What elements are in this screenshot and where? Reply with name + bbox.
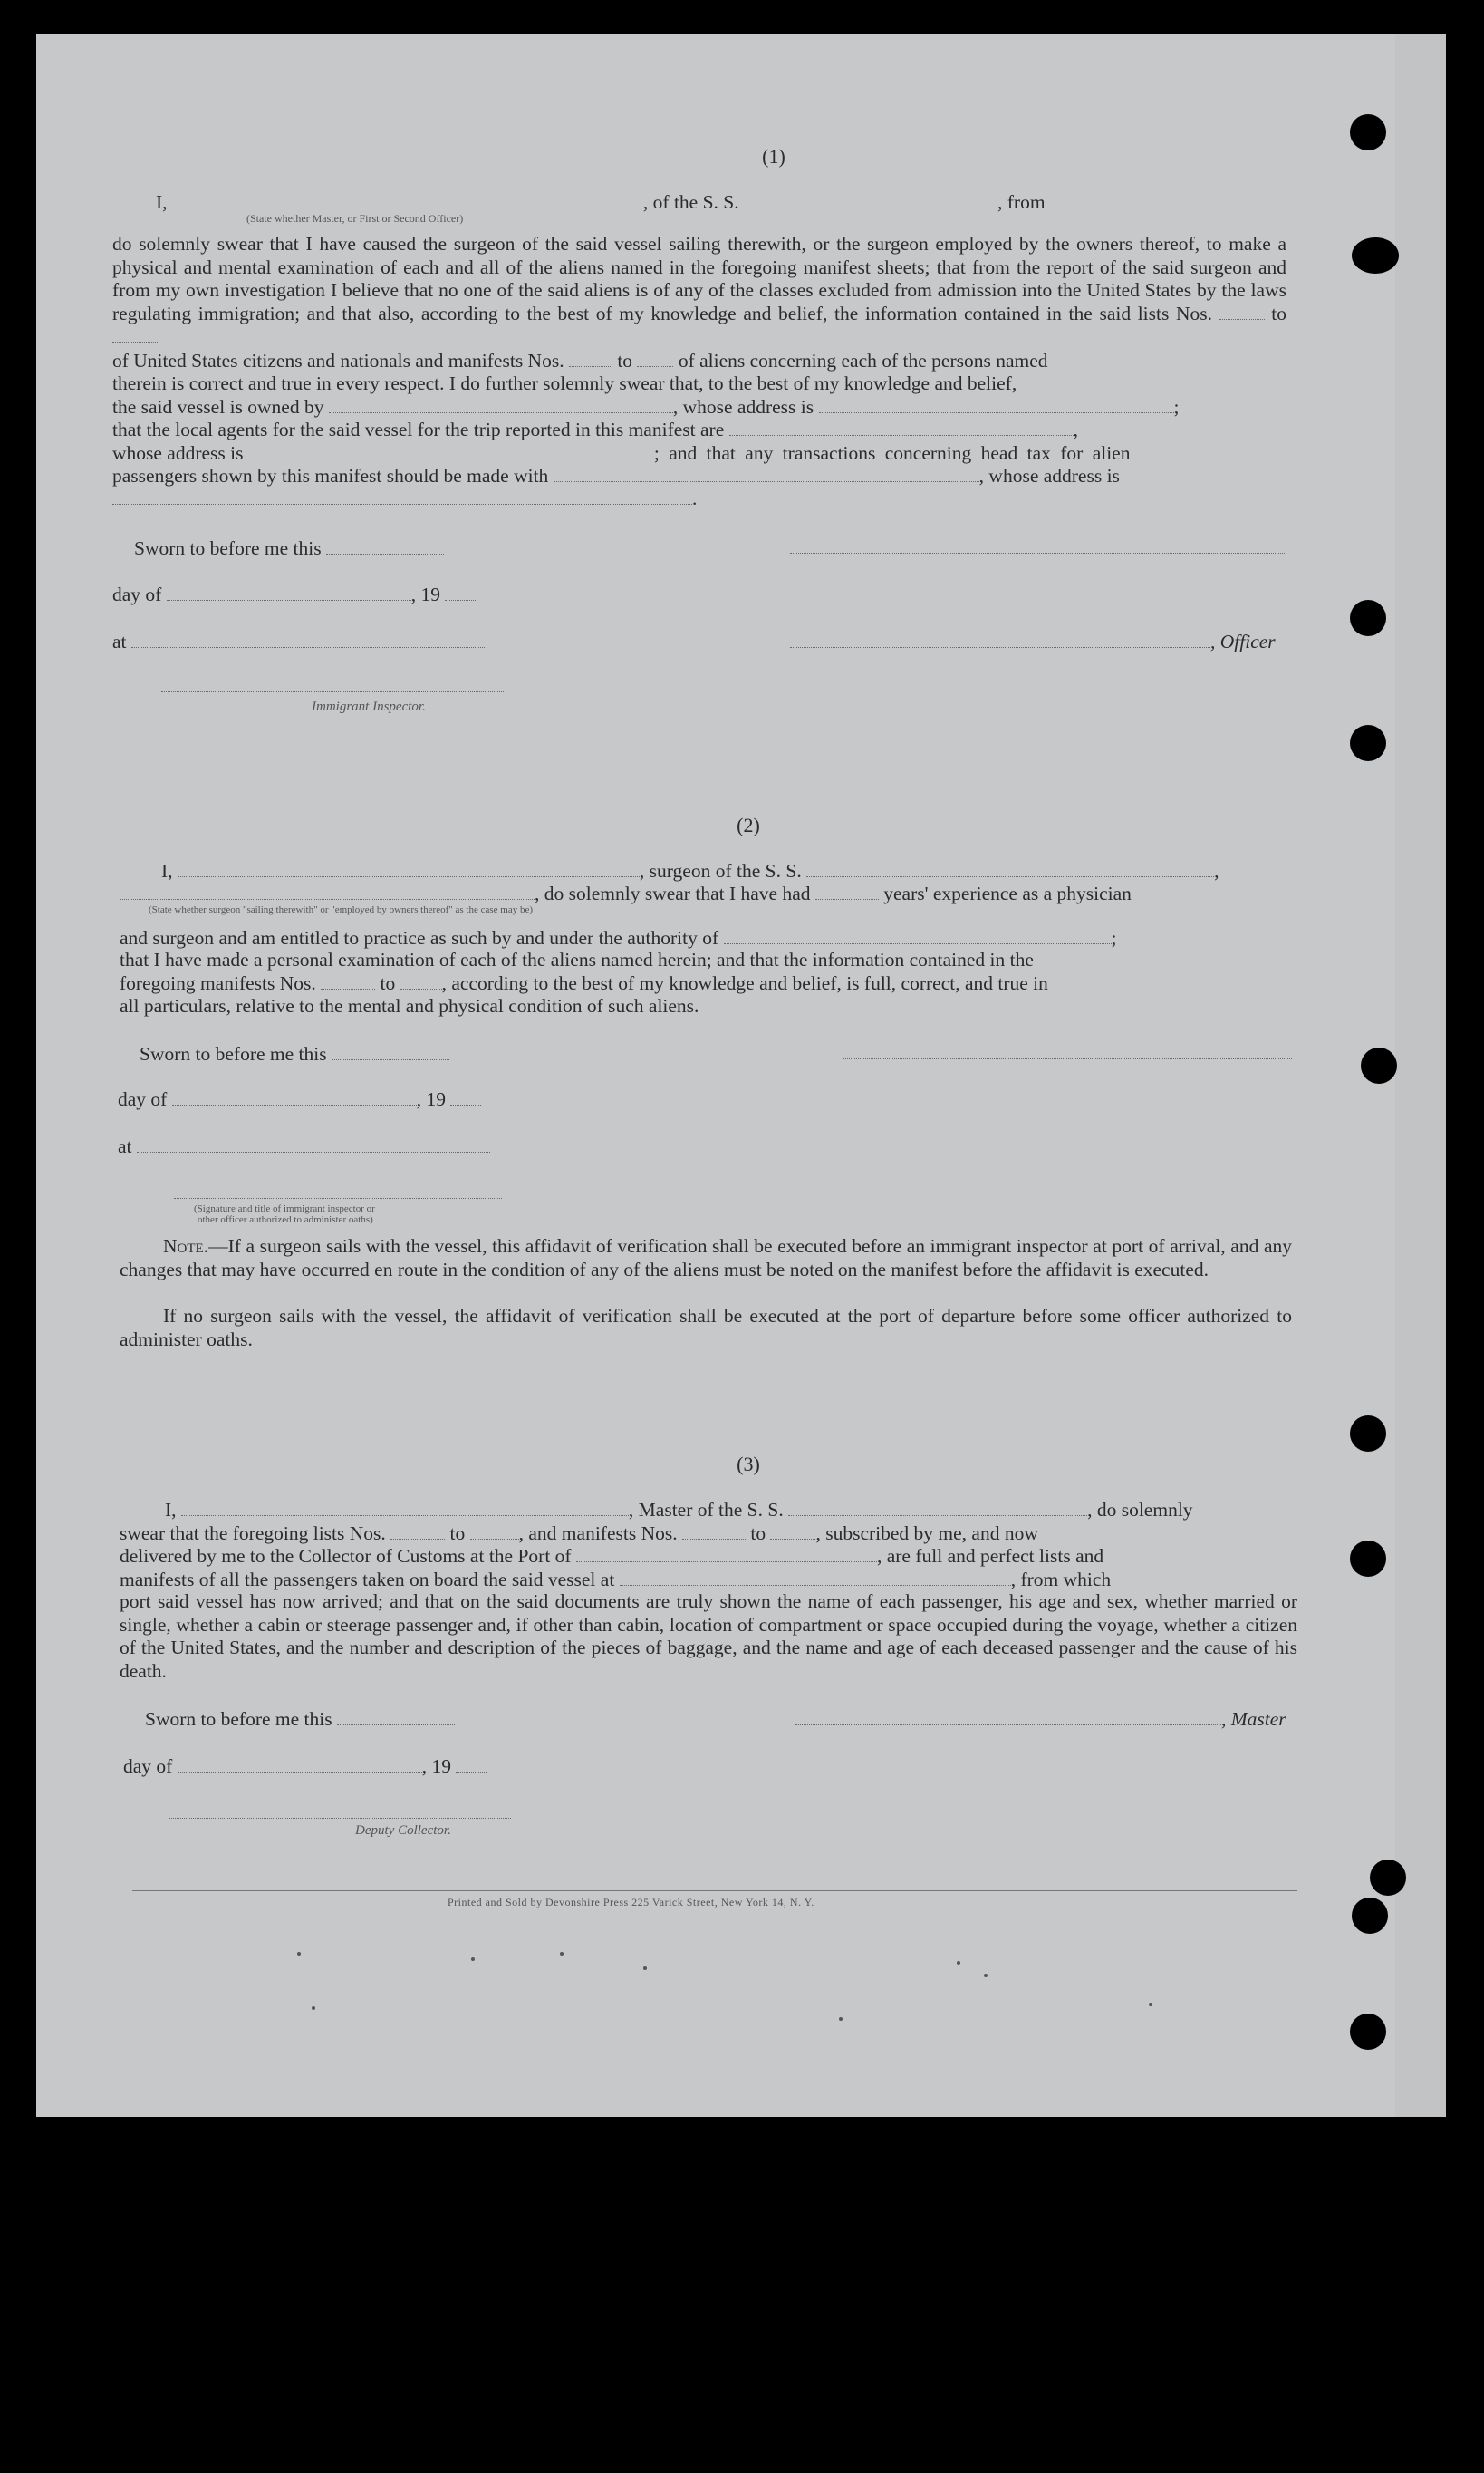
s1-whose-address2: whose address is xyxy=(112,442,244,464)
s1-to2: to xyxy=(617,350,633,372)
s2-year-label: , 19 xyxy=(416,1088,446,1110)
s1-year-field[interactable] xyxy=(445,584,476,601)
s2-at xyxy=(118,1135,490,1158)
owner-address-field[interactable] xyxy=(819,396,1174,413)
s2-note xyxy=(120,1235,1292,1281)
s1-line-address3: . xyxy=(112,487,697,510)
s3-day xyxy=(123,1754,487,1778)
s1-head-tax: ; and that any transactions concerning head tax for alien xyxy=(653,442,1131,464)
s3-solemnly: , do solemnly xyxy=(1087,1499,1193,1521)
manifests-from-field[interactable] xyxy=(569,350,612,367)
s2-body-a: that I have made a personal examination of each of the aliens named herein; and that the information contained in the xyxy=(120,949,1034,971)
s1-officer-field[interactable] xyxy=(790,631,1210,648)
dust-speck xyxy=(471,1957,475,1961)
dust-speck xyxy=(957,1961,960,1965)
s3-master-name-field[interactable] xyxy=(181,1499,629,1516)
dust-speck xyxy=(297,1952,301,1956)
s1-line-citizens xyxy=(112,349,1048,372)
s1-inspector-signature-line[interactable] xyxy=(161,691,504,692)
agents-address-field[interactable] xyxy=(248,442,654,459)
vessel-name-field[interactable] xyxy=(744,191,997,208)
s2-surgeon-signature-line[interactable] xyxy=(843,1058,1292,1059)
s1-at xyxy=(112,630,485,653)
s1-day xyxy=(112,583,476,606)
punch-hole xyxy=(1352,1898,1388,1934)
s2-sig-note-1: (Signature and title of immigrant inspector or xyxy=(194,1203,375,1214)
s3-boarding-port-field[interactable] xyxy=(620,1569,1011,1586)
authority-field[interactable] xyxy=(724,927,1112,944)
s2-manifest-to-field[interactable] xyxy=(400,972,442,990)
s1-sworn xyxy=(134,536,444,560)
head-tax-contact-field[interactable] xyxy=(554,465,979,482)
s3-to2: to xyxy=(750,1522,766,1544)
punch-hole xyxy=(1370,1860,1406,1896)
surgeon-name-field[interactable] xyxy=(178,860,640,877)
dust-speck xyxy=(1149,2003,1152,2006)
punch-hole xyxy=(1350,600,1386,636)
section-3-number: (3) xyxy=(737,1453,760,1475)
s3-manifests-from-field[interactable] xyxy=(682,1522,746,1540)
printer-imprint: Printed and Sold by Devonshire Press 225 Varick Street, New York 14, N. Y. xyxy=(448,1896,814,1908)
s3-deputy-caption: Deputy Collector. xyxy=(355,1823,451,1838)
s1-line-therein: therein is correct and true in every respect. I do further solemnly swear that, to the best of my knowledge and belief, xyxy=(112,372,1017,394)
punch-hole xyxy=(1350,1541,1386,1577)
s1-body xyxy=(112,233,1286,349)
s1-whose-address3: , whose address is xyxy=(978,465,1120,487)
s1-at-label: at xyxy=(112,631,127,652)
s1-inspector-caption: Immigrant Inspector. xyxy=(312,700,426,714)
dust-speck xyxy=(839,2017,843,2021)
s2-authority: and surgeon and am entitled to practice as such by and under the authority of ; xyxy=(120,927,1117,949)
s2-sworn-date-field[interactable] xyxy=(332,1043,449,1060)
s2-sworn xyxy=(140,1042,449,1066)
s2-line-1: I, , surgeon of the S. S. , xyxy=(161,860,1219,882)
s1-sworn-label: Sworn to before me this xyxy=(134,537,322,559)
s3-l3b: , are full and perfect lists and xyxy=(876,1545,1104,1567)
s3-l4b: , from which xyxy=(1010,1569,1112,1590)
s1-officer-label: , Officer xyxy=(1210,631,1276,652)
s2-sig-note-2: other officer authorized to administer oaths) xyxy=(198,1214,373,1225)
s1-year-label: , 19 xyxy=(410,584,440,605)
s1-i-label: I, xyxy=(156,191,168,213)
s2-line-2 xyxy=(120,882,1132,905)
s2-vessel-field[interactable] xyxy=(806,860,1214,877)
agents-field[interactable] xyxy=(729,419,1074,436)
port-from-field[interactable] xyxy=(1050,191,1219,208)
s2-sworn-label: Sworn to before me this xyxy=(140,1043,327,1065)
s1-line-agents: that the local agents for the said vessel for the trip reported in this manifest are , xyxy=(112,419,1078,440)
s1-agents: that the local agents for the said vessel for the trip reported in this manifest are xyxy=(112,419,725,440)
master-name-field[interactable] xyxy=(172,191,643,208)
s3-sworn xyxy=(145,1707,455,1731)
s1-day-field[interactable] xyxy=(167,584,411,601)
s2-body-b xyxy=(120,972,1292,996)
s1-officer-signature-line[interactable] xyxy=(790,553,1286,554)
surgeon-status-field[interactable] xyxy=(120,883,535,900)
lists-to-field[interactable] xyxy=(112,325,159,343)
s2-inspector-signature-line[interactable] xyxy=(174,1198,502,1199)
s3-sworn-date-field[interactable] xyxy=(337,1708,455,1725)
s2-note-1: —If a surgeon sails with the vessel, this affidavit of verification shall be executed before an immigrant inspector at port of arrival, and any changes that may have occurred en route in the condition of any of the aliens must be noted on the manifest before the affidavit is executed. xyxy=(120,1235,1292,1280)
dust-speck xyxy=(560,1952,564,1956)
s1-body-text: do solemnly swear that I have caused the surgeon of the said vessel sailing therewith, or the surgeon employed by the owners thereof, to make a physical and mental examination of each and all of the aliens named in the foregoing manifest sheets; that from the report of the said surgeon and from my own investigation I believe that no one of the said aliens is of any of the classes excluded from admission into the United States by the laws regulating immigration; and that also, according to the best of my knowledge and belief, the information contained in the said lists Nos. xyxy=(112,233,1286,324)
s3-l2c: , subscribed by me, and now xyxy=(815,1522,1038,1544)
dust-speck xyxy=(312,2006,315,2010)
s3-year-field[interactable] xyxy=(456,1755,487,1773)
s3-line-3 xyxy=(120,1544,1103,1568)
s3-line-2 xyxy=(120,1521,1038,1545)
s2-authority-text: and surgeon and am entitled to practice as such by and under the authority of xyxy=(120,927,719,949)
s2-to: to xyxy=(380,971,396,994)
dust-speck xyxy=(643,1966,647,1970)
s2-state-note: (State whether surgeon "sailing therewith" or "employed by owners thereof" as the case may be) xyxy=(149,904,534,915)
punch-hole xyxy=(1361,1048,1397,1084)
s1-officer xyxy=(790,630,1276,653)
s3-l2a: swear that the foregoing lists Nos. xyxy=(120,1522,386,1544)
s2-manifest-from-field[interactable] xyxy=(321,972,375,990)
section-1-number: (1) xyxy=(762,145,785,168)
s1-passengers: passengers shown by this manifest should be made with xyxy=(112,465,549,487)
s2-day xyxy=(118,1087,481,1111)
s1-day-label: day of xyxy=(112,584,162,605)
s3-line-1 xyxy=(165,1498,1193,1521)
s1-owned-by: the said vessel is owned by xyxy=(112,396,324,418)
s2-body-b1: foregoing manifests Nos. xyxy=(120,971,316,994)
manifests-to-field[interactable] xyxy=(637,350,673,367)
years-experience-field[interactable] xyxy=(815,883,879,900)
s3-manifests-to-field[interactable] xyxy=(770,1522,815,1540)
s2-body-c: all particulars, relative to the mental and physical condition of such aliens. xyxy=(120,995,699,1018)
s3-l3a: delivered by me to the Collector of Customs at the Port of xyxy=(120,1545,572,1567)
dust-speck xyxy=(984,1974,988,1977)
s1-state-note: (State whether Master, or First or Second Officer) xyxy=(246,212,464,225)
s3-day-field[interactable] xyxy=(178,1755,422,1773)
s1-sworn-date-field[interactable] xyxy=(326,537,444,555)
page-edge xyxy=(1395,34,1446,2117)
section-2-number: (2) xyxy=(737,814,760,836)
s2-i-label: I, xyxy=(161,860,173,882)
s1-whose-address: , whose address is xyxy=(672,396,814,418)
s3-master-label: , Master xyxy=(1221,1708,1286,1730)
s3-port-field[interactable] xyxy=(576,1545,877,1562)
s1-at-field[interactable] xyxy=(131,631,485,648)
s3-line-4 xyxy=(120,1568,1111,1591)
s3-master xyxy=(795,1707,1286,1731)
s2-day-field[interactable] xyxy=(172,1088,417,1106)
s3-day-label: day of xyxy=(123,1755,173,1777)
s1-to1: to xyxy=(1271,302,1287,324)
s2-years-exp: years' experience as a physician xyxy=(883,883,1132,904)
s1-line-passengers xyxy=(112,464,1120,488)
s3-l4a: manifests of all the passengers taken on board the said vessel at xyxy=(120,1569,615,1590)
s3-year-label: , 19 xyxy=(421,1755,451,1777)
s2-at-field[interactable] xyxy=(137,1135,490,1153)
s3-body: port said vessel has now arrived; and that on the said documents are truly shown the name of each passenger, his age and sex, whether married or single, whether a cabin or steerage passenger and, if other than cabin, location of compartment or space occupied during the voyage, whether a citizen of the United States, and the number and description of the pieces of baggage, and the name and age of each deceased passenger and the cause of his death. xyxy=(120,1590,1297,1682)
s1-of-ss: , of the S. S. xyxy=(642,191,739,213)
head-tax-address-field[interactable] xyxy=(112,488,692,505)
s3-l2b: , and manifests Nos. xyxy=(518,1522,678,1544)
punch-hole xyxy=(1352,237,1399,274)
s3-lists-from-field[interactable] xyxy=(390,1522,445,1540)
owner-field[interactable] xyxy=(329,396,673,413)
punch-hole xyxy=(1350,725,1386,761)
s3-to1: to xyxy=(449,1522,466,1544)
s3-master-of: , Master of the S. S. xyxy=(628,1499,784,1521)
s1-citizens-b: of aliens concerning each of the persons named xyxy=(678,350,1048,372)
s3-sworn-label: Sworn to before me this xyxy=(145,1708,332,1730)
s2-note-2: If no surgeon sails with the vessel, the affidavit of verification shall be executed at the port of departure before some officer authorized to administer oaths. xyxy=(120,1305,1292,1350)
s3-vessel-field[interactable] xyxy=(788,1499,1087,1516)
s1-line-address2 xyxy=(112,441,1130,465)
s2-swear-had: , do solemnly swear that I have had xyxy=(535,883,811,904)
s2-surgeon-of: , surgeon of the S. S. xyxy=(639,860,802,882)
s1-line-owned: the said vessel is owned by , whose address is ; xyxy=(112,396,1180,418)
s2-at-label: at xyxy=(118,1135,132,1157)
punch-hole xyxy=(1350,2014,1386,2050)
s2-year-field[interactable] xyxy=(450,1088,481,1106)
s2-body-b2: , according to the best of my knowledge and belief, is full, correct, and true in xyxy=(441,971,1048,994)
s2-day-label: day of xyxy=(118,1088,168,1110)
note-label: Note. xyxy=(163,1235,209,1257)
footer-rule xyxy=(132,1890,1297,1891)
s3-deputy-signature-line[interactable] xyxy=(169,1818,511,1819)
lists-from-field[interactable] xyxy=(1219,303,1265,320)
s3-i-label: I, xyxy=(165,1499,177,1521)
s1-citizens-a: of United States citizens and nationals and manifests Nos. xyxy=(112,350,564,372)
s1-line-1 xyxy=(156,190,1219,214)
s2-body xyxy=(120,949,1292,1019)
punch-hole xyxy=(1350,1415,1386,1452)
s3-lists-to-field[interactable] xyxy=(470,1522,519,1540)
s2-note-second xyxy=(120,1305,1292,1351)
s1-from: , from xyxy=(997,191,1046,213)
s3-master-signature-field[interactable] xyxy=(795,1708,1221,1725)
